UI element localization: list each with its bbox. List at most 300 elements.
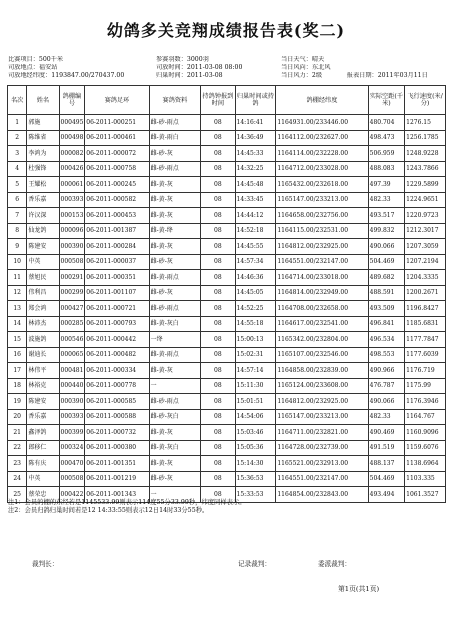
speed-cell: 1204.3335 bbox=[405, 270, 446, 286]
ring-number-cell: 06-2011-000351 bbox=[85, 270, 149, 286]
rank-cell: 24 bbox=[8, 471, 27, 487]
clock-cell: 08 bbox=[201, 192, 235, 208]
return-time-cell: 15:02:31 bbox=[235, 347, 276, 363]
return-time-cell: 15:01:51 bbox=[235, 394, 276, 410]
pigeon-info-cell: 雌-黄-灰 bbox=[149, 425, 201, 441]
name-cell: 谢迪长 bbox=[27, 347, 59, 363]
info-row bbox=[8, 72, 448, 80]
distance-cell: 488.083 bbox=[368, 161, 405, 177]
table-row bbox=[8, 409, 446, 425]
loft-id-cell: 000061 bbox=[59, 177, 85, 193]
rank-cell: 3 bbox=[8, 146, 27, 162]
name-cell: 郑会鸿 bbox=[27, 301, 59, 317]
return-time-cell: 15:00:13 bbox=[235, 332, 276, 348]
table-row bbox=[8, 208, 446, 224]
return-time-cell: 14:36:49 bbox=[235, 130, 276, 146]
column-header: 实际空距(千米) bbox=[368, 86, 405, 115]
name-cell: 林裕克 bbox=[27, 378, 59, 394]
return-time-cell: 14:44:12 bbox=[235, 208, 276, 224]
name-cell: 中英 bbox=[27, 254, 59, 270]
ring-number-cell: 06-2011-000245 bbox=[85, 177, 149, 193]
rank-cell: 13 bbox=[8, 301, 27, 317]
speed-cell: 1256.1785 bbox=[405, 130, 446, 146]
clock-cell: 08 bbox=[201, 301, 235, 317]
rank-cell: 25 bbox=[8, 487, 27, 503]
table-row bbox=[8, 471, 446, 487]
race-info bbox=[8, 56, 448, 81]
name-cell: 伟利昌 bbox=[27, 285, 59, 301]
ring-number-cell: 06-2011-000732 bbox=[85, 425, 149, 441]
speed-cell: 1138.6964 bbox=[405, 456, 446, 472]
loft-id-cell: 000399 bbox=[59, 425, 85, 441]
column-header: 归巢时间或持鸽 bbox=[235, 86, 276, 115]
name-cell: 蔡旭民 bbox=[27, 270, 59, 286]
speed-cell: 1207.2194 bbox=[405, 254, 446, 270]
return-time: 归巢时间：2011-03-08 bbox=[156, 72, 223, 80]
pigeon-info-cell: 一绛 bbox=[149, 332, 201, 348]
loft-id-cell: 000285 bbox=[59, 316, 85, 332]
table-row bbox=[8, 378, 446, 394]
distance-cell: 493.509 bbox=[368, 301, 405, 317]
pigeon-info-cell: 雌-砂-灰 bbox=[149, 471, 201, 487]
name-cell: 郭施 bbox=[27, 115, 59, 131]
return-time-cell: 14:55:18 bbox=[235, 316, 276, 332]
return-time-cell: 15:11:30 bbox=[235, 378, 276, 394]
name-cell: 中英 bbox=[27, 471, 59, 487]
loft-id-cell: 000291 bbox=[59, 270, 85, 286]
loft-id-cell: 000495 bbox=[59, 115, 85, 131]
ring-number-cell: 06-2011-000442 bbox=[85, 332, 149, 348]
table-row bbox=[8, 254, 446, 270]
coordinates-cell: 1164931.00/233446.00 bbox=[276, 115, 368, 131]
table-row bbox=[8, 161, 446, 177]
return-time-cell: 14:54:06 bbox=[235, 409, 276, 425]
name-cell: 陈维省 bbox=[27, 130, 59, 146]
speed-cell: 1176.719 bbox=[405, 363, 446, 379]
rank-cell: 14 bbox=[8, 316, 27, 332]
pigeon-info-cell: 一 bbox=[149, 378, 201, 394]
recording-judge-label: 记录裁判： bbox=[238, 560, 271, 568]
loft-id-cell: 000440 bbox=[59, 378, 85, 394]
loft-id-cell: 000096 bbox=[59, 223, 85, 239]
clock-cell: 08 bbox=[201, 316, 235, 332]
coordinates-cell: 1164115.00/232531.00 bbox=[276, 223, 368, 239]
column-header: 鸽棚编号 bbox=[59, 86, 85, 115]
clock-cell: 08 bbox=[201, 146, 235, 162]
distance-cell: 499.832 bbox=[368, 223, 405, 239]
return-time-cell: 14:52:25 bbox=[235, 301, 276, 317]
name-cell: 香乐嘉 bbox=[27, 409, 59, 425]
speed-cell: 1185.6831 bbox=[405, 316, 446, 332]
ring-number-cell: 06-2011-000037 bbox=[85, 254, 149, 270]
ring-number-cell: 06-2011-000453 bbox=[85, 208, 149, 224]
release-coordinates: 司放地经纬度：1193847.00/270437.00 bbox=[8, 72, 125, 80]
coordinates-cell: 1165147.00/233213.00 bbox=[276, 409, 368, 425]
distance-cell: 497.39 bbox=[368, 177, 405, 193]
return-time-cell: 14:46:36 bbox=[235, 270, 276, 286]
appointed-judge-label: 委派裁判： bbox=[318, 560, 351, 568]
clock-cell: 08 bbox=[201, 394, 235, 410]
name-cell: 陈有庆 bbox=[27, 456, 59, 472]
clock-cell: 08 bbox=[201, 471, 235, 487]
ring-number-cell: 06-2011-000778 bbox=[85, 378, 149, 394]
distance-cell: 482.33 bbox=[368, 409, 405, 425]
distance-cell: 490.966 bbox=[368, 363, 405, 379]
ring-number-cell: 06-2011-000721 bbox=[85, 301, 149, 317]
clock-cell: 08 bbox=[201, 456, 235, 472]
distance-cell: 504.469 bbox=[368, 254, 405, 270]
name-cell: 鑫泽鸽 bbox=[27, 425, 59, 441]
ring-number-cell: 06-2011-000251 bbox=[85, 115, 149, 131]
coordinates-cell: 1164551.00/232147.00 bbox=[276, 254, 368, 270]
pigeon-info-cell: 雌-砂-灰 bbox=[149, 146, 201, 162]
rank-cell: 5 bbox=[8, 177, 27, 193]
rank-cell: 22 bbox=[8, 440, 27, 456]
coordinates-cell: 1164712.00/233028.00 bbox=[276, 161, 368, 177]
coordinates-cell: 1165521.00/232913.00 bbox=[276, 456, 368, 472]
loft-id-cell: 000065 bbox=[59, 347, 85, 363]
clock-cell: 08 bbox=[201, 332, 235, 348]
distance-cell: 488.137 bbox=[368, 456, 405, 472]
table-row bbox=[8, 239, 446, 255]
return-time-cell: 14:33:45 bbox=[235, 192, 276, 208]
rank-cell: 4 bbox=[8, 161, 27, 177]
report-title: 幼鸽多关竞翔成绩报告表(奖二) bbox=[106, 21, 346, 40]
clock-cell: 08 bbox=[201, 208, 235, 224]
pigeon-count: 参赛羽数：3000羽 bbox=[156, 56, 209, 63]
loft-id-cell: 000470 bbox=[59, 456, 85, 472]
name-cell: 仙龙鸽 bbox=[27, 223, 59, 239]
coordinates-cell: 1165342.00/232804.00 bbox=[276, 332, 368, 348]
rank-cell: 1 bbox=[8, 115, 27, 131]
table-row bbox=[8, 270, 446, 286]
pigeon-info-cell: 雌-黄-雨点 bbox=[149, 347, 201, 363]
distance-cell: 476.787 bbox=[368, 378, 405, 394]
ring-number-cell: 06-2011-001343 bbox=[85, 487, 149, 503]
clock-cell: 08 bbox=[201, 115, 235, 131]
pigeon-info-cell: 雌-黄-灰 bbox=[149, 177, 201, 193]
race-project: 比赛项目：500千米 bbox=[8, 56, 64, 63]
name-cell: 陈建安 bbox=[27, 394, 59, 410]
coordinates-cell: 1165432.00/232618.00 bbox=[276, 177, 368, 193]
clock-cell: 08 bbox=[201, 130, 235, 146]
ring-number-cell: 06-2011-000482 bbox=[85, 347, 149, 363]
coordinates-cell: 1164112.00/232627.00 bbox=[276, 130, 368, 146]
footnotes bbox=[8, 499, 246, 515]
name-cell: 杜强锋 bbox=[27, 161, 59, 177]
pigeon-info-cell: 雌-黄-灰 bbox=[149, 208, 201, 224]
rank-cell: 2 bbox=[8, 130, 27, 146]
loft-id-cell: 000422 bbox=[59, 487, 85, 503]
clock-cell: 08 bbox=[201, 378, 235, 394]
distance-cell: 506.959 bbox=[368, 146, 405, 162]
pigeon-info-cell: 雌-黄-雨白 bbox=[149, 130, 201, 146]
loft-id-cell: 000546 bbox=[59, 332, 85, 348]
speed-cell: 1224.9651 bbox=[405, 192, 446, 208]
table-row bbox=[8, 363, 446, 379]
return-time-cell: 15:14:30 bbox=[235, 456, 276, 472]
rank-cell: 9 bbox=[8, 239, 27, 255]
speed-cell: 1159.6076 bbox=[405, 440, 446, 456]
pigeon-info-cell: 雌-黄-雨点 bbox=[149, 270, 201, 286]
pigeon-info-cell: 雌-砂-灰 bbox=[149, 254, 201, 270]
column-header: 鸽棚经纬度 bbox=[276, 86, 368, 115]
rank-cell: 10 bbox=[8, 254, 27, 270]
speed-cell: 1196.8427 bbox=[405, 301, 446, 317]
speed-cell: 1061.3527 bbox=[405, 487, 446, 503]
name-cell: 香乐嘉 bbox=[27, 192, 59, 208]
distance-cell: 496.534 bbox=[368, 332, 405, 348]
speed-cell: 1207.3059 bbox=[405, 239, 446, 255]
weather: 当日天气：晴天 bbox=[281, 56, 325, 63]
table-row bbox=[8, 394, 446, 410]
distance-cell: 498.553 bbox=[368, 347, 405, 363]
loft-id-cell: 000426 bbox=[59, 161, 85, 177]
rank-cell: 18 bbox=[8, 378, 27, 394]
speed-cell: 1212.3017 bbox=[405, 223, 446, 239]
table-row bbox=[8, 177, 446, 193]
table-row bbox=[8, 223, 446, 239]
table-row bbox=[8, 456, 446, 472]
table-header-row bbox=[8, 86, 446, 115]
chief-judge-label: 裁判长： bbox=[32, 560, 59, 568]
ring-number-cell: 06-2011-000284 bbox=[85, 239, 149, 255]
coordinates-cell: 1164114.00/232228.00 bbox=[276, 146, 368, 162]
ring-number-cell: 06-2011-001387 bbox=[85, 223, 149, 239]
name-cell: 郎移仁 bbox=[27, 440, 59, 456]
clock-cell: 08 bbox=[201, 223, 235, 239]
return-time-cell: 15:05:36 bbox=[235, 440, 276, 456]
ring-number-cell: 06-2011-000793 bbox=[85, 316, 149, 332]
name-cell: 波施鸽 bbox=[27, 332, 59, 348]
column-header: 姓名 bbox=[27, 86, 59, 115]
column-header: 赛鸽资料 bbox=[149, 86, 201, 115]
table-row bbox=[8, 332, 446, 348]
name-cell: 陈建安 bbox=[27, 239, 59, 255]
distance-cell: 482.33 bbox=[368, 192, 405, 208]
clock-cell: 08 bbox=[201, 270, 235, 286]
coordinates-cell: 1165147.00/233213.00 bbox=[276, 192, 368, 208]
coordinates-cell: 1164714.00/233018.00 bbox=[276, 270, 368, 286]
speed-cell: 1164.767 bbox=[405, 409, 446, 425]
coordinates-cell: 1164617.00/232541.00 bbox=[276, 316, 368, 332]
coordinates-cell: 1164812.00/232925.00 bbox=[276, 239, 368, 255]
name-cell: 林伟平 bbox=[27, 363, 59, 379]
distance-cell: 493.494 bbox=[368, 487, 405, 503]
clock-cell: 08 bbox=[201, 363, 235, 379]
rank-cell: 6 bbox=[8, 192, 27, 208]
ring-number-cell: 06-2011-000758 bbox=[85, 161, 149, 177]
release-time: 司放时间：2011-03-08 08:00 bbox=[156, 64, 243, 72]
loft-id-cell: 000153 bbox=[59, 208, 85, 224]
speed-cell: 1177.6039 bbox=[405, 347, 446, 363]
table-row bbox=[8, 425, 446, 441]
rank-cell: 12 bbox=[8, 285, 27, 301]
return-time-cell: 14:32:25 bbox=[235, 161, 276, 177]
clock-cell: 08 bbox=[201, 440, 235, 456]
speed-cell: 1177.7847 bbox=[405, 332, 446, 348]
loft-id-cell: 000390 bbox=[59, 239, 85, 255]
return-time-cell: 14:45:33 bbox=[235, 146, 276, 162]
rank-cell: 16 bbox=[8, 347, 27, 363]
loft-id-cell: 000481 bbox=[59, 363, 85, 379]
pigeon-info-cell: 雌-黄-灰 bbox=[149, 363, 201, 379]
speed-cell: 1276.15 bbox=[405, 115, 446, 131]
results-table bbox=[7, 85, 446, 503]
pigeon-info-cell: 雌-黄-灰 bbox=[149, 192, 201, 208]
speed-cell: 1160.9096 bbox=[405, 425, 446, 441]
coordinates-cell: 1164728.00/232739.00 bbox=[276, 440, 368, 456]
ring-number-cell: 06-2011-001107 bbox=[85, 285, 149, 301]
clock-cell: 08 bbox=[201, 285, 235, 301]
speed-cell: 1200.2671 bbox=[405, 285, 446, 301]
rank-cell: 23 bbox=[8, 456, 27, 472]
rank-cell: 11 bbox=[8, 270, 27, 286]
coordinates-cell: 1164711.00/232821.00 bbox=[276, 425, 368, 441]
pigeon-info-cell: 雌-砂-雨点 bbox=[149, 394, 201, 410]
loft-id-cell: 000393 bbox=[59, 192, 85, 208]
return-time-cell: 14:57:34 bbox=[235, 254, 276, 270]
return-time-cell: 14:57:14 bbox=[235, 363, 276, 379]
speed-cell: 1243.7866 bbox=[405, 161, 446, 177]
pigeon-info-cell: 雌-黄-灰 bbox=[149, 239, 201, 255]
ring-number-cell: 06-2011-000072 bbox=[85, 146, 149, 162]
speed-cell: 1175.99 bbox=[405, 378, 446, 394]
clock-cell: 08 bbox=[201, 409, 235, 425]
pigeon-info-cell: 雌-砂-雨点 bbox=[149, 115, 201, 131]
distance-cell: 496.841 bbox=[368, 316, 405, 332]
loft-id-cell: 000393 bbox=[59, 409, 85, 425]
info-row bbox=[8, 64, 448, 72]
coordinates-cell: 1164854.00/232843.00 bbox=[276, 487, 368, 503]
name-cell: 许汉深 bbox=[27, 208, 59, 224]
table-row bbox=[8, 285, 446, 301]
table-row bbox=[8, 130, 446, 146]
rank-cell: 8 bbox=[8, 223, 27, 239]
ring-number-cell: 06-2011-000380 bbox=[85, 440, 149, 456]
pigeon-info-cell: 雌-砂-灰白 bbox=[149, 409, 201, 425]
ring-number-cell: 06-2011-000585 bbox=[85, 394, 149, 410]
return-time-cell: 15:33:53 bbox=[235, 487, 276, 503]
clock-cell: 08 bbox=[201, 487, 235, 503]
loft-id-cell: 000390 bbox=[59, 394, 85, 410]
table-row bbox=[8, 301, 446, 317]
coordinates-cell: 1164551.00/232147.00 bbox=[276, 471, 368, 487]
ring-number-cell: 06-2011-001351 bbox=[85, 456, 149, 472]
coordinates-cell: 1165107.00/232546.00 bbox=[276, 347, 368, 363]
coordinates-cell: 1164708.00/232658.00 bbox=[276, 301, 368, 317]
column-header: 名次 bbox=[8, 86, 27, 115]
loft-id-cell: 000082 bbox=[59, 146, 85, 162]
column-header: 持鸽钟报到时间 bbox=[201, 86, 235, 115]
return-time-cell: 15:03:46 bbox=[235, 425, 276, 441]
rank-cell: 15 bbox=[8, 332, 27, 348]
distance-cell: 480.704 bbox=[368, 115, 405, 131]
speed-cell: 1220.9723 bbox=[405, 208, 446, 224]
distance-cell: 490.469 bbox=[368, 425, 405, 441]
pigeon-info-cell: 雌-黄-灰白 bbox=[149, 440, 201, 456]
ring-number-cell: 06-2011-000588 bbox=[85, 409, 149, 425]
loft-id-cell: 000508 bbox=[59, 471, 85, 487]
distance-cell: 490.066 bbox=[368, 239, 405, 255]
return-time-cell: 14:45:48 bbox=[235, 177, 276, 193]
table-row bbox=[8, 316, 446, 332]
rank-cell: 20 bbox=[8, 409, 27, 425]
release-location: 司放地点：福安站 bbox=[8, 64, 58, 72]
loft-id-cell: 000324 bbox=[59, 440, 85, 456]
clock-cell: 08 bbox=[201, 177, 235, 193]
coordinates-cell: 1164814.00/232949.00 bbox=[276, 285, 368, 301]
loft-id-cell: 000508 bbox=[59, 254, 85, 270]
return-time-cell: 14:45:05 bbox=[235, 285, 276, 301]
pigeon-info-cell: 雌-砂-灰 bbox=[149, 285, 201, 301]
pigeon-info-cell: 一 bbox=[149, 487, 201, 503]
info-row bbox=[8, 56, 448, 64]
column-header: 飞行速度(米/分) bbox=[405, 86, 446, 115]
loft-id-cell: 000427 bbox=[59, 301, 85, 317]
wind-force-report-date: 当日风力：2级 报表日期：2011年03月11日 bbox=[281, 72, 428, 80]
page-number: 第1页(共1页) bbox=[338, 585, 380, 593]
pigeon-info-cell: 雌-黄-灰 bbox=[149, 456, 201, 472]
distance-cell: 504.469 bbox=[368, 471, 405, 487]
speed-cell: 1248.9228 bbox=[405, 146, 446, 162]
clock-cell: 08 bbox=[201, 161, 235, 177]
table-row bbox=[8, 115, 446, 131]
ring-number-cell: 06-2011-001219 bbox=[85, 471, 149, 487]
rank-cell: 17 bbox=[8, 363, 27, 379]
distance-cell: 488.591 bbox=[368, 285, 405, 301]
rank-cell: 19 bbox=[8, 394, 27, 410]
ring-number-cell: 06-2011-000582 bbox=[85, 192, 149, 208]
clock-cell: 08 bbox=[201, 425, 235, 441]
pigeon-info-cell: 雌-黄-灰白 bbox=[149, 316, 201, 332]
clock-cell: 08 bbox=[201, 239, 235, 255]
footnote-1: 注1：会员的棚的东经若是1145533.99则表示114度55分33.99秒，纬度同样表示。 bbox=[8, 499, 246, 506]
return-time-cell: 14:52:18 bbox=[235, 223, 276, 239]
name-cell: 林沛杰 bbox=[27, 316, 59, 332]
name-cell: 王耀松 bbox=[27, 177, 59, 193]
ring-number-cell: 06-2011-000461 bbox=[85, 130, 149, 146]
distance-cell: 489.682 bbox=[368, 270, 405, 286]
speed-cell: 1176.3946 bbox=[405, 394, 446, 410]
loft-id-cell: 000299 bbox=[59, 285, 85, 301]
coordinates-cell: 1164812.00/232925.00 bbox=[276, 394, 368, 410]
footnote-2: 注2：会员归鸽归巢时间若是12 14:33:55则表示12日14时33分55秒。 bbox=[8, 507, 209, 515]
column-header: 赛鸽足环 bbox=[85, 86, 149, 115]
distance-cell: 493.517 bbox=[368, 208, 405, 224]
table-row bbox=[8, 192, 446, 208]
speed-cell: 1103.335 bbox=[405, 471, 446, 487]
coordinates-cell: 1164858.00/232839.00 bbox=[276, 363, 368, 379]
pigeon-info-cell: 雌-砂-雨点 bbox=[149, 301, 201, 317]
speed-cell: 1229.5899 bbox=[405, 177, 446, 193]
wind-direction: 当日风向：东北风 bbox=[281, 64, 331, 72]
pigeon-info-cell: 雌-砂-雨点 bbox=[149, 161, 201, 177]
loft-id-cell: 000498 bbox=[59, 130, 85, 146]
table-row bbox=[8, 146, 446, 162]
table-body bbox=[8, 115, 446, 503]
distance-cell: 491.519 bbox=[368, 440, 405, 456]
table-row bbox=[8, 440, 446, 456]
rank-cell: 7 bbox=[8, 208, 27, 224]
distance-cell: 498.473 bbox=[368, 130, 405, 146]
ring-number-cell: 06-2011-000334 bbox=[85, 363, 149, 379]
rank-cell: 21 bbox=[8, 425, 27, 441]
clock-cell: 08 bbox=[201, 347, 235, 363]
return-time-cell: 15:36:53 bbox=[235, 471, 276, 487]
coordinates-cell: 1165124.00/233608.00 bbox=[276, 378, 368, 394]
coordinates-cell: 1164658.00/232756.00 bbox=[276, 208, 368, 224]
